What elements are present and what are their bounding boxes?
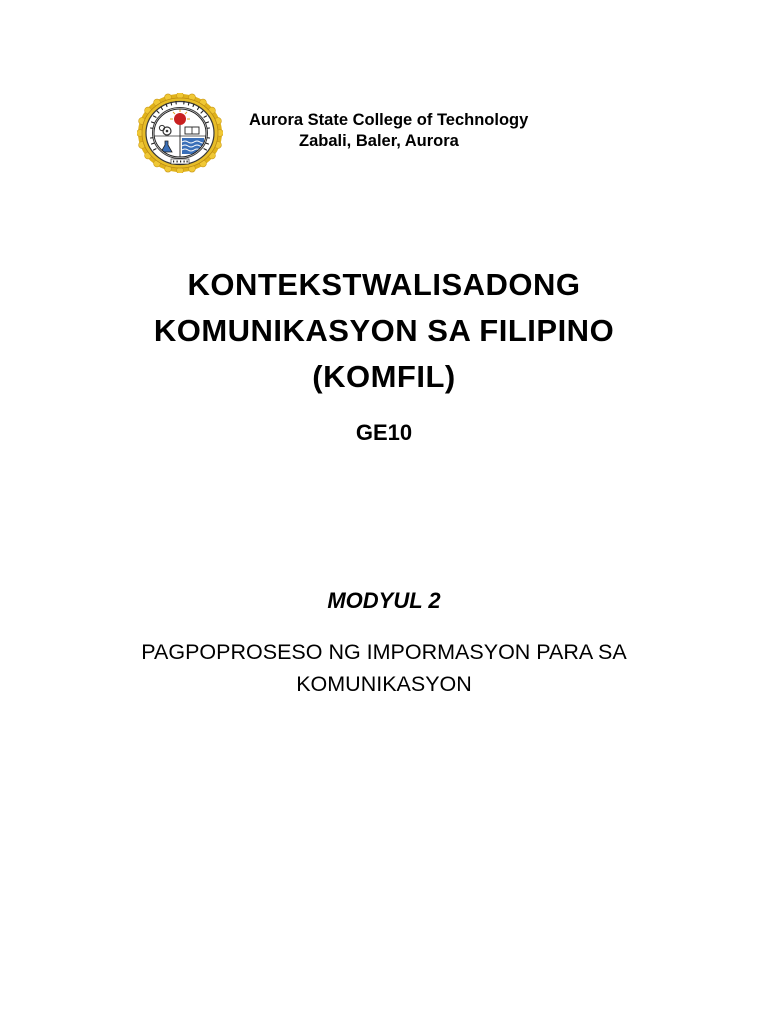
module-title — [0, 636, 768, 700]
college-address: Zabali, Baler, Aurora — [299, 132, 459, 150]
college-name: Aurora State College of Technology — [249, 111, 529, 129]
course-title-line-3: (KOMFIL) — [312, 359, 456, 394]
course-code: GE10 — [355, 420, 413, 445]
course-title-line-1: KONTEKSTWALISADONG — [187, 267, 581, 302]
module-title-line-2: KOMUNIKASYON — [296, 672, 472, 696]
module-title-line-1: PAGPOPROSESO NG IMPORMASYON PARA SA — [141, 640, 627, 664]
course-title — [0, 262, 768, 400]
college-seal-icon — [137, 93, 223, 173]
course-title-line-2: KOMUNIKASYON SA FILIPINO — [153, 313, 615, 348]
module-number: MODYUL 2 — [327, 588, 441, 613]
